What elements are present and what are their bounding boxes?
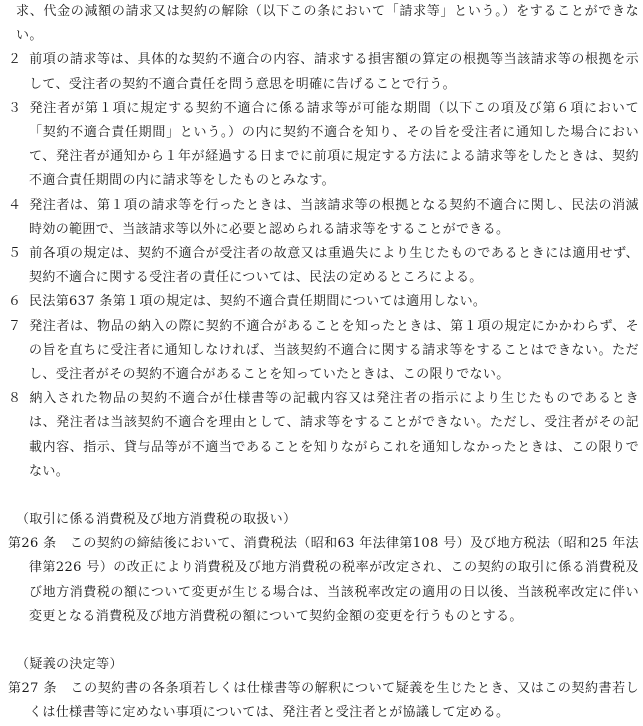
clause-number: ３ (8, 100, 22, 116)
article-number: 第27 条 (8, 681, 58, 697)
article-26 (8, 532, 639, 629)
clause-text: 前各項の規定は、契約不適合が受注者の故意又は重過失により生じたものであるときには適用せず、契約不適合に関する受注者の責任については、民法の定めるところによる。 (29, 246, 639, 286)
clause-number: ８ (8, 391, 22, 407)
article-number: 第26 条 (8, 536, 57, 552)
article-26-heading: （取引に係る消費税及び地方消費税の取扱い） (16, 512, 297, 528)
clause-number: ２ (8, 52, 22, 68)
clause-number: ５ (8, 246, 22, 262)
clause-text: 発注者は、第１項の請求等を行ったときは、当該請求等の根拠となる契約不適合に関し、民法の消滅時効の範囲で、当該請求等以外に必要と認められる請求等をすることができる。 (29, 197, 639, 237)
clause-item-7 (8, 315, 639, 388)
clause-number: ７ (8, 318, 22, 334)
clause-item-6 (8, 290, 639, 314)
clause-text: 発注者は、物品の納入の際に契約不適合があることを知ったときは、第１項の規定にかかわらず、その旨を直ちに受注者に通知しなければ、当該契約不適合に関する請求等をすることはできない。ただし、受注者がその契約不適合があることを知っていたときは、この限りでない。 (29, 318, 639, 383)
section-spacer (8, 629, 639, 653)
clause-item-4 (8, 194, 639, 242)
clause-text: 前項の請求等は、具体的な契約不適合の内容、請求する損害額の算定の根拠等当該請求等の根拠を示して、受注者の契約不適合責任を問う意思を明確に告げることで行う。 (29, 52, 639, 92)
clause-item-5 (8, 242, 639, 290)
clause-item-3 (8, 97, 639, 194)
continuation-text: 求、代金の減額の請求又は契約の解除（以下この条において「請求等」という。）をすることができない。 (16, 4, 639, 44)
clause-text: 民法第637 条第１項の規定は、契約不適合責任期間については適用しない。 (29, 294, 487, 310)
article-27-heading: （疑義の決定等） (16, 657, 123, 673)
section-spacer (8, 484, 639, 508)
clause-text: 納入された物品の契約不適合が仕様書等の記載内容又は発注者の指示により生じたものであるときは、発注者は当該契約不適合を理由として、請求等をすることができない。ただし、受注者がその記載内容、指示、貸与品等が不適当であることを知りながらこれを通知しなかったときは、この限りでない。 (29, 391, 639, 479)
clause-number: ６ (8, 294, 22, 310)
clause-item-8 (8, 387, 639, 484)
article-27 (8, 677, 639, 725)
clause-text: 発注者が第１項に規定する契約不適合に係る請求等が可能な期間（以下この項及び第６項において「契約不適合責任期間」という。）の内に契約不適合を知り、その旨を受注者に通知した場合において、発注者が通知から１年が経過する日までに前項に規定する方法による請求等をしたときは、契約不適合責任期間の内に請求等をしたものとみなす。 (29, 100, 639, 189)
article-text: この契約の締結後において、消費税法（昭和63 年法律第108 号）及び地方税法（昭和25 年法律第226 号）の改正により消費税及び地方消費税の税率が改定され、この契約の取引に係る消費税及び地方消費税の額について変更が生じる場合は、当該税率改定の適用の日以後、当該税率改定に伴い変更となる消費税及び地方消費税の額について契約金額の変更を行うものとする。 (29, 536, 639, 624)
clause-number: ４ (8, 197, 22, 213)
clause-item-2 (8, 48, 639, 96)
article-text: この契約書の各条項若しくは仕様書等の解釈について疑義を生じたとき、又はこの契約書若しくは仕様書等に定めない事項については、発注者と受注者とが協議して定める。 (29, 681, 639, 721)
